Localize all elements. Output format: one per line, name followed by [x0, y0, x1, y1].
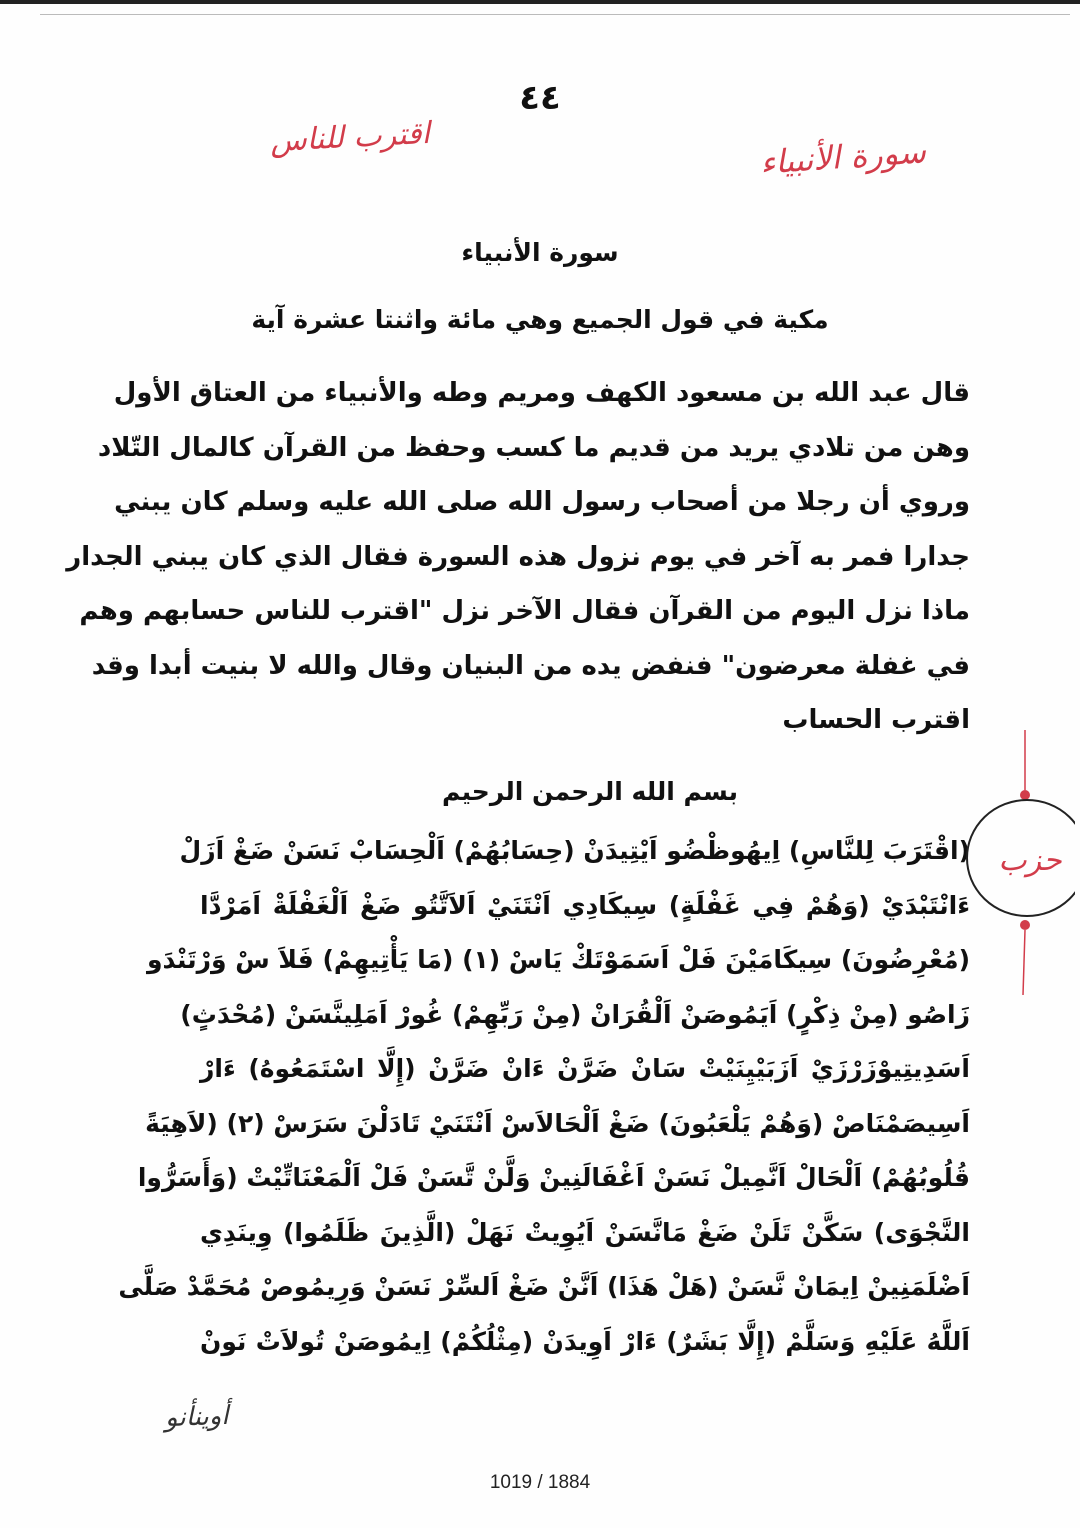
hizb-margin-mark	[965, 720, 1075, 1000]
quran-line: اَضْلَمَنِينْ اِيمَانْ نَّسَنْ (هَلْ هَذَا) اَنَّنْ ضَغْ اَلسِّرْ نَسَنْ وَرِيمُوصْ مُحَمَّدْ صَلَّى	[118, 1272, 970, 1301]
hizb-label: حزب	[998, 843, 1062, 878]
intro-line: وهن من تلادي يريد من قديم ما كسب وحفظ من القرآن كالمال التّلاد	[97, 432, 970, 463]
intro-paragraph	[66, 366, 970, 748]
quran-text	[118, 824, 970, 1369]
margin-dot-top	[1020, 790, 1030, 800]
handwritten-note-bottom: أوينأنو	[164, 1400, 229, 1434]
quran-line: قُلُوبُهُمْ) اَلْحَالْ اَنَّمِيلْ نَسَنْ اَغْفَالَنِينْ وَلَّنْ تَّسَنْ فَلْ اَلْمَعْنَاتِّيْتْ (وَأَسَرُّوا	[137, 1163, 970, 1192]
intro-line: وروي أن رجلا من أصحاب رسول الله صلى الله عليه وسلم كان يبني	[114, 487, 970, 517]
intro-line: ماذا نزل اليوم من القرآن فقال الآخر نزل "اقترب للناس حسابهم وهم	[79, 596, 970, 626]
handwritten-note-right: سورة الأنبياء	[758, 132, 928, 182]
quran-line: (مُعْرِضُونَ) سِيكَامَيْنَ فَلْ اَسَمَوْتَكْ يَاسْ (١) (مَا يَأْتِيهِمْ) فَلاَ سْ وَرْتَنْدَو	[147, 945, 970, 974]
scan-top-edge	[0, 0, 1080, 4]
page-number: ٤٤	[519, 78, 561, 118]
quran-line: (اقْتَرَبَ لِلنَّاسِ) اِيهُوظْضُو اَيْتِيدَنْ (حِسَابُهُمْ) اَلْحِسَابْ نَسَنْ ضَغْ اَزَلْ	[179, 836, 970, 865]
intro-line: جدارا فمر به آخر في يوم نزول هذه السورة فقال الذي كان يبني الجدار	[66, 541, 970, 572]
quran-line: زَاصُو (مِنْ ذِكْرٍ) اَيَمُوصَنْ اَلْقُرَانْ (مِنْ رَبِّهِمْ) غُورْ اَمَلِينَّسَنْ (مُحْدَثٍ)	[180, 999, 970, 1029]
basmala: بسم الله الرحمن الرحيم	[442, 777, 738, 806]
surah-title: سورة الأنبياء	[461, 238, 619, 267]
surah-subtitle: مكية في قول الجميع وهي مائة واثنتا عشرة آية	[251, 305, 829, 334]
page-counter: 1019 / 1884	[489, 1472, 591, 1493]
quran-line: اَللَّهُ عَلَيْهِ وَسَلَّمْ (إِلَّا بَشَرٌ) ءَارْ اَوِيدَنْ (مِثْلُكُمْ) اِيمُوصَنْ تُولاَتْ نَونْ	[200, 1326, 970, 1356]
margin-line-bottom	[1023, 930, 1025, 995]
intro-line: اقترب الحساب	[782, 705, 970, 735]
quran-line: اَسَدِيتِيوْزَرْزَيْ اَزَبَيْيِنَيْتْ سَانْ ضَرَّنْ ءَانْ ضَرَّنْ (إِلَّا اسْتَمَعُوهُ) ءَارْ	[200, 1054, 970, 1083]
intro-line: في غفلة معرضون" فنفض يده من البنيان وقال والله لا بنيت أبدا وقد	[91, 650, 970, 681]
scan-top-line	[40, 14, 1070, 15]
handwritten-note-left: اقترب للناس	[269, 115, 431, 160]
quran-line: اَسِيصَمْنَاصْ (وَهُمْ يَلْعَبُونَ) ضَغْ اَلْحَالاَسْ اَنْتَنَيْ تَادَلْنَ سَرَسْ (٢) (لاَهِيَةً	[145, 1108, 970, 1138]
quran-line: النَّجْوَى) سَكَّنْ تَلَنْ ضَغْ مَانَّسَنْ اَيُوِيتْ نَهَلْ (الَّذِينَ ظَلَمُوا) وِينَدِي	[200, 1217, 970, 1247]
margin-dot-bottom	[1020, 920, 1030, 930]
quran-line: ءَانْتَبْدَيْ (وَهُمْ فِي غَفْلَةٍ) سِيكَادِي اَنْتَنَيْ اَلاَتَّتُو ضَغْ اَلْغَفْلَةْ اَمَرْدَّا	[200, 890, 970, 920]
intro-line: قال عبد الله بن مسعود الكهف ومريم وطه والأنبياء من العتاق الأول	[113, 378, 970, 408]
